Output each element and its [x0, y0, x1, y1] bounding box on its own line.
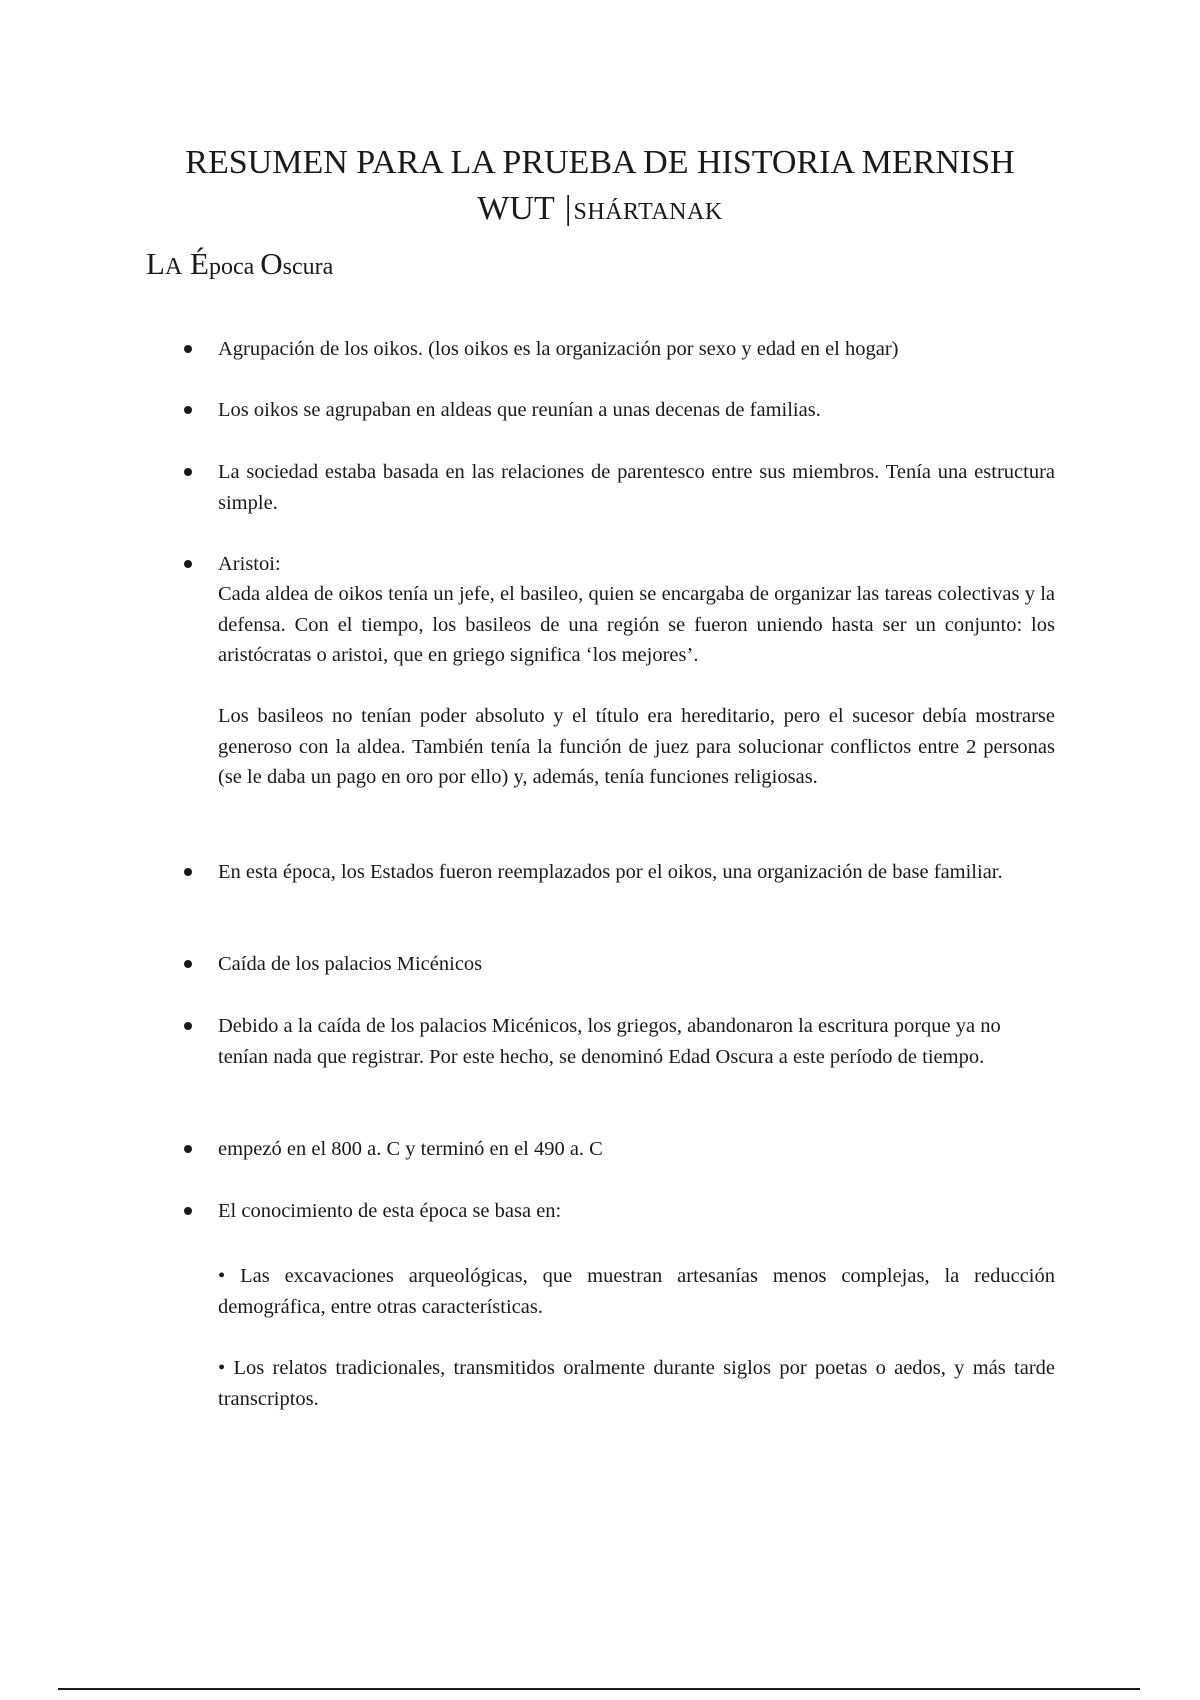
- footer-rule: [58, 1688, 1140, 1690]
- section-heading: [146, 244, 333, 287]
- bullet-dot: [184, 1145, 192, 1153]
- bullet-item: El conocimiento de esta época se basa en:: [218, 1200, 562, 1222]
- bullet-item: Caída de los palacios Micénicos: [218, 953, 483, 975]
- bullet-dot: [184, 345, 192, 353]
- heading-part: scura: [282, 254, 334, 280]
- document-subtitle: [0, 188, 1200, 233]
- heading-part: É: [182, 246, 209, 281]
- aristoi-paragraph: Cada aldea de oikos tenía un jefe, el basileo, quien se encargaba de organizar las tareas colectivas y la defensa. Con el tiempo, los basileos de una región se fueron uniendo hasta ser un conjunto: los aristócratas o aristoi, que en griego significa ‘los mejores’.: [218, 583, 1055, 666]
- heading-part: A: [164, 254, 183, 280]
- bullet-dot: [184, 406, 192, 414]
- document-title: RESUMEN PARA LA PRUEBA DE HISTORIA MERNISH: [185, 144, 1015, 181]
- sub-point: • Las excavaciones arqueológicas, que muestran artesanías menos complejas, la reducción demográfica, entre otras características.: [218, 1265, 1055, 1318]
- subtitle-main: WUT: [477, 190, 555, 227]
- bullet-item: Aristoi:: [218, 553, 281, 575]
- bullet-dot: [184, 1022, 192, 1030]
- bullet-item: Los oikos se agrupaban en aldeas que reunían a unas decenas de familias.: [218, 399, 821, 421]
- bullet-item: empezó en el 800 a. C y terminó en el 490 a. C: [218, 1138, 603, 1160]
- bullet-item: En esta época, los Estados fueron reemplazados por el oikos, una organización de base familiar.: [218, 861, 1003, 883]
- heading-part: L: [146, 246, 165, 281]
- bullet-dot: [184, 868, 192, 876]
- bullet-item: Debido a la caída de los palacios Micénicos, los griegos, abandonaron la escritura porque ya no tenían nada que registrar. Por este hecho, se denominó Edad Oscura a este período de tiempo.: [218, 1015, 1001, 1068]
- aristoi-paragraph: Los basileos no tenían poder absoluto y el título era hereditario, pero el sucesor debía mostrarse generoso con la aldea. También tenía la función de juez para solucionar conflictos entre 2 personas (se le daba un pago en oro por ello) y, además, tenía funciones religiosas.: [218, 705, 1055, 788]
- sub-point: • Los relatos tradicionales, transmitidos oralmente durante siglos por poetas o aedos, y más tarde transcriptos.: [218, 1357, 1055, 1410]
- subtitle-tag: SHÁRTANAK: [573, 199, 723, 225]
- bullet-item: La sociedad estaba basada en las relaciones de parentesco entre sus miembros. Tenía una estructura simple.: [218, 461, 1055, 514]
- subtitle-separator: |: [564, 190, 572, 227]
- heading-part: O: [260, 246, 283, 281]
- bullet-dot: [184, 1207, 192, 1215]
- bullet-dot: [184, 468, 192, 476]
- bullet-dot: [184, 560, 192, 568]
- heading-part: poca: [208, 254, 261, 280]
- bullet-dot: [184, 960, 192, 968]
- bullet-item: Agrupación de los oikos. (los oikos es la organización por sexo y edad en el hogar): [218, 338, 899, 360]
